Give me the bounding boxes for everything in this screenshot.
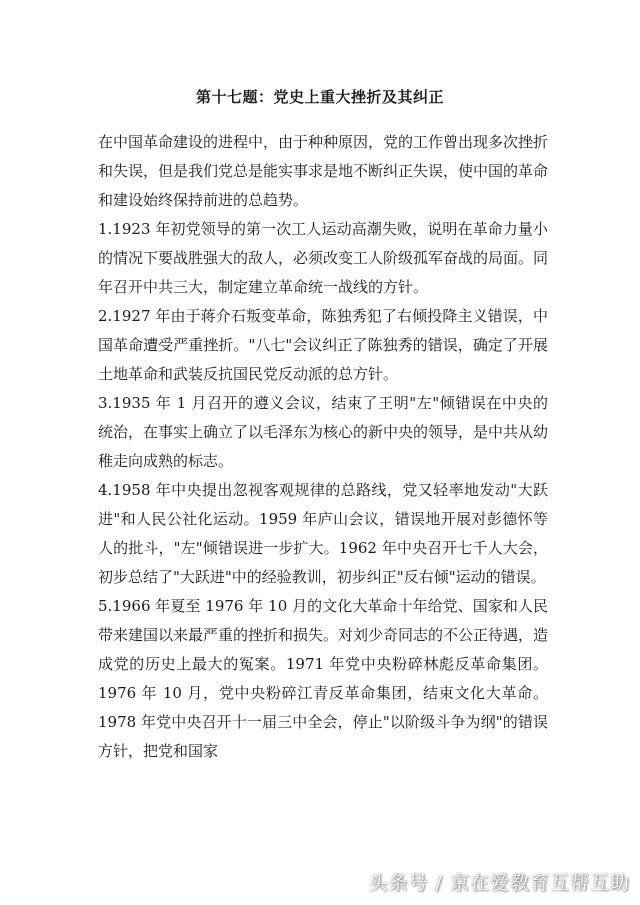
- document-body: [98, 128, 548, 766]
- watermark-text: 头条号 / 京在爱教育互帮互助: [368, 872, 630, 894]
- paragraph-1966: 5.1966 年夏至 1976 年 10 月的文化大革命十年给党、国家和人民带来建国以来最严重的挫折和损失。对刘少奇同志的不公正待遇，造成党的历史上最大的冤案。1971 年党中央粉碎林彪反革命集团。1976 年 10 月，党中央粉碎江青反革命集团，结束文化大革命。1978 年党中央召开十一届三中全会，停止"以阶级斗争为纲"的错误方针，把党和国家: [98, 597, 549, 760]
- paragraph-1935: 3.1935 年 1 月召开的遵义会议，结束了王明"左"倾错误在中央的统治，在事实上确立了以毛泽东为核心的新中央的领导，是中共从幼稚走向成熟的标志。: [98, 394, 549, 470]
- paragraph-1958: 4.1958 年中央提出忽视客观规律的总路线，党又轻率地发动"大跃进"和人民公社化运动。1959 年庐山会议，错误地开展对彭德怀等人的批斗，"左"倾错误进一步扩大。1962 年中央召开七千人大会，初步总结了"大跃进"中的经验教训，初步纠正"反右倾"运动的错误。: [98, 481, 548, 586]
- document-title: 第十七题：党史上重大挫折及其纠正: [195, 88, 444, 106]
- paragraph-1927: 2.1927 年由于蒋介石叛变革命，陈独秀犯了右倾投降主义错误，中国革命遭受严重挫折。"八七"会议纠正了陈独秀的错误，确定了开展土地革命和武装反抗国民党反动派的总方针。: [98, 307, 548, 383]
- intro-paragraph: 在中国革命建设的进程中，由于种种原因，党的工作曾出现多次挫折和失误，但是我们党总是能实事求是地不断纠正失误，使中国的革命和建设始终保持前进的总趋势。: [98, 133, 549, 209]
- paragraph-1923: 1.1923 年初党领导的第一次工人运动高潮失败，说明在革命力量小的情况下要战胜强大的敌人，必须改变工人阶级孤军奋战的局面。同年召开中共三大，制定建立革命统一战线的方针。: [98, 220, 549, 296]
